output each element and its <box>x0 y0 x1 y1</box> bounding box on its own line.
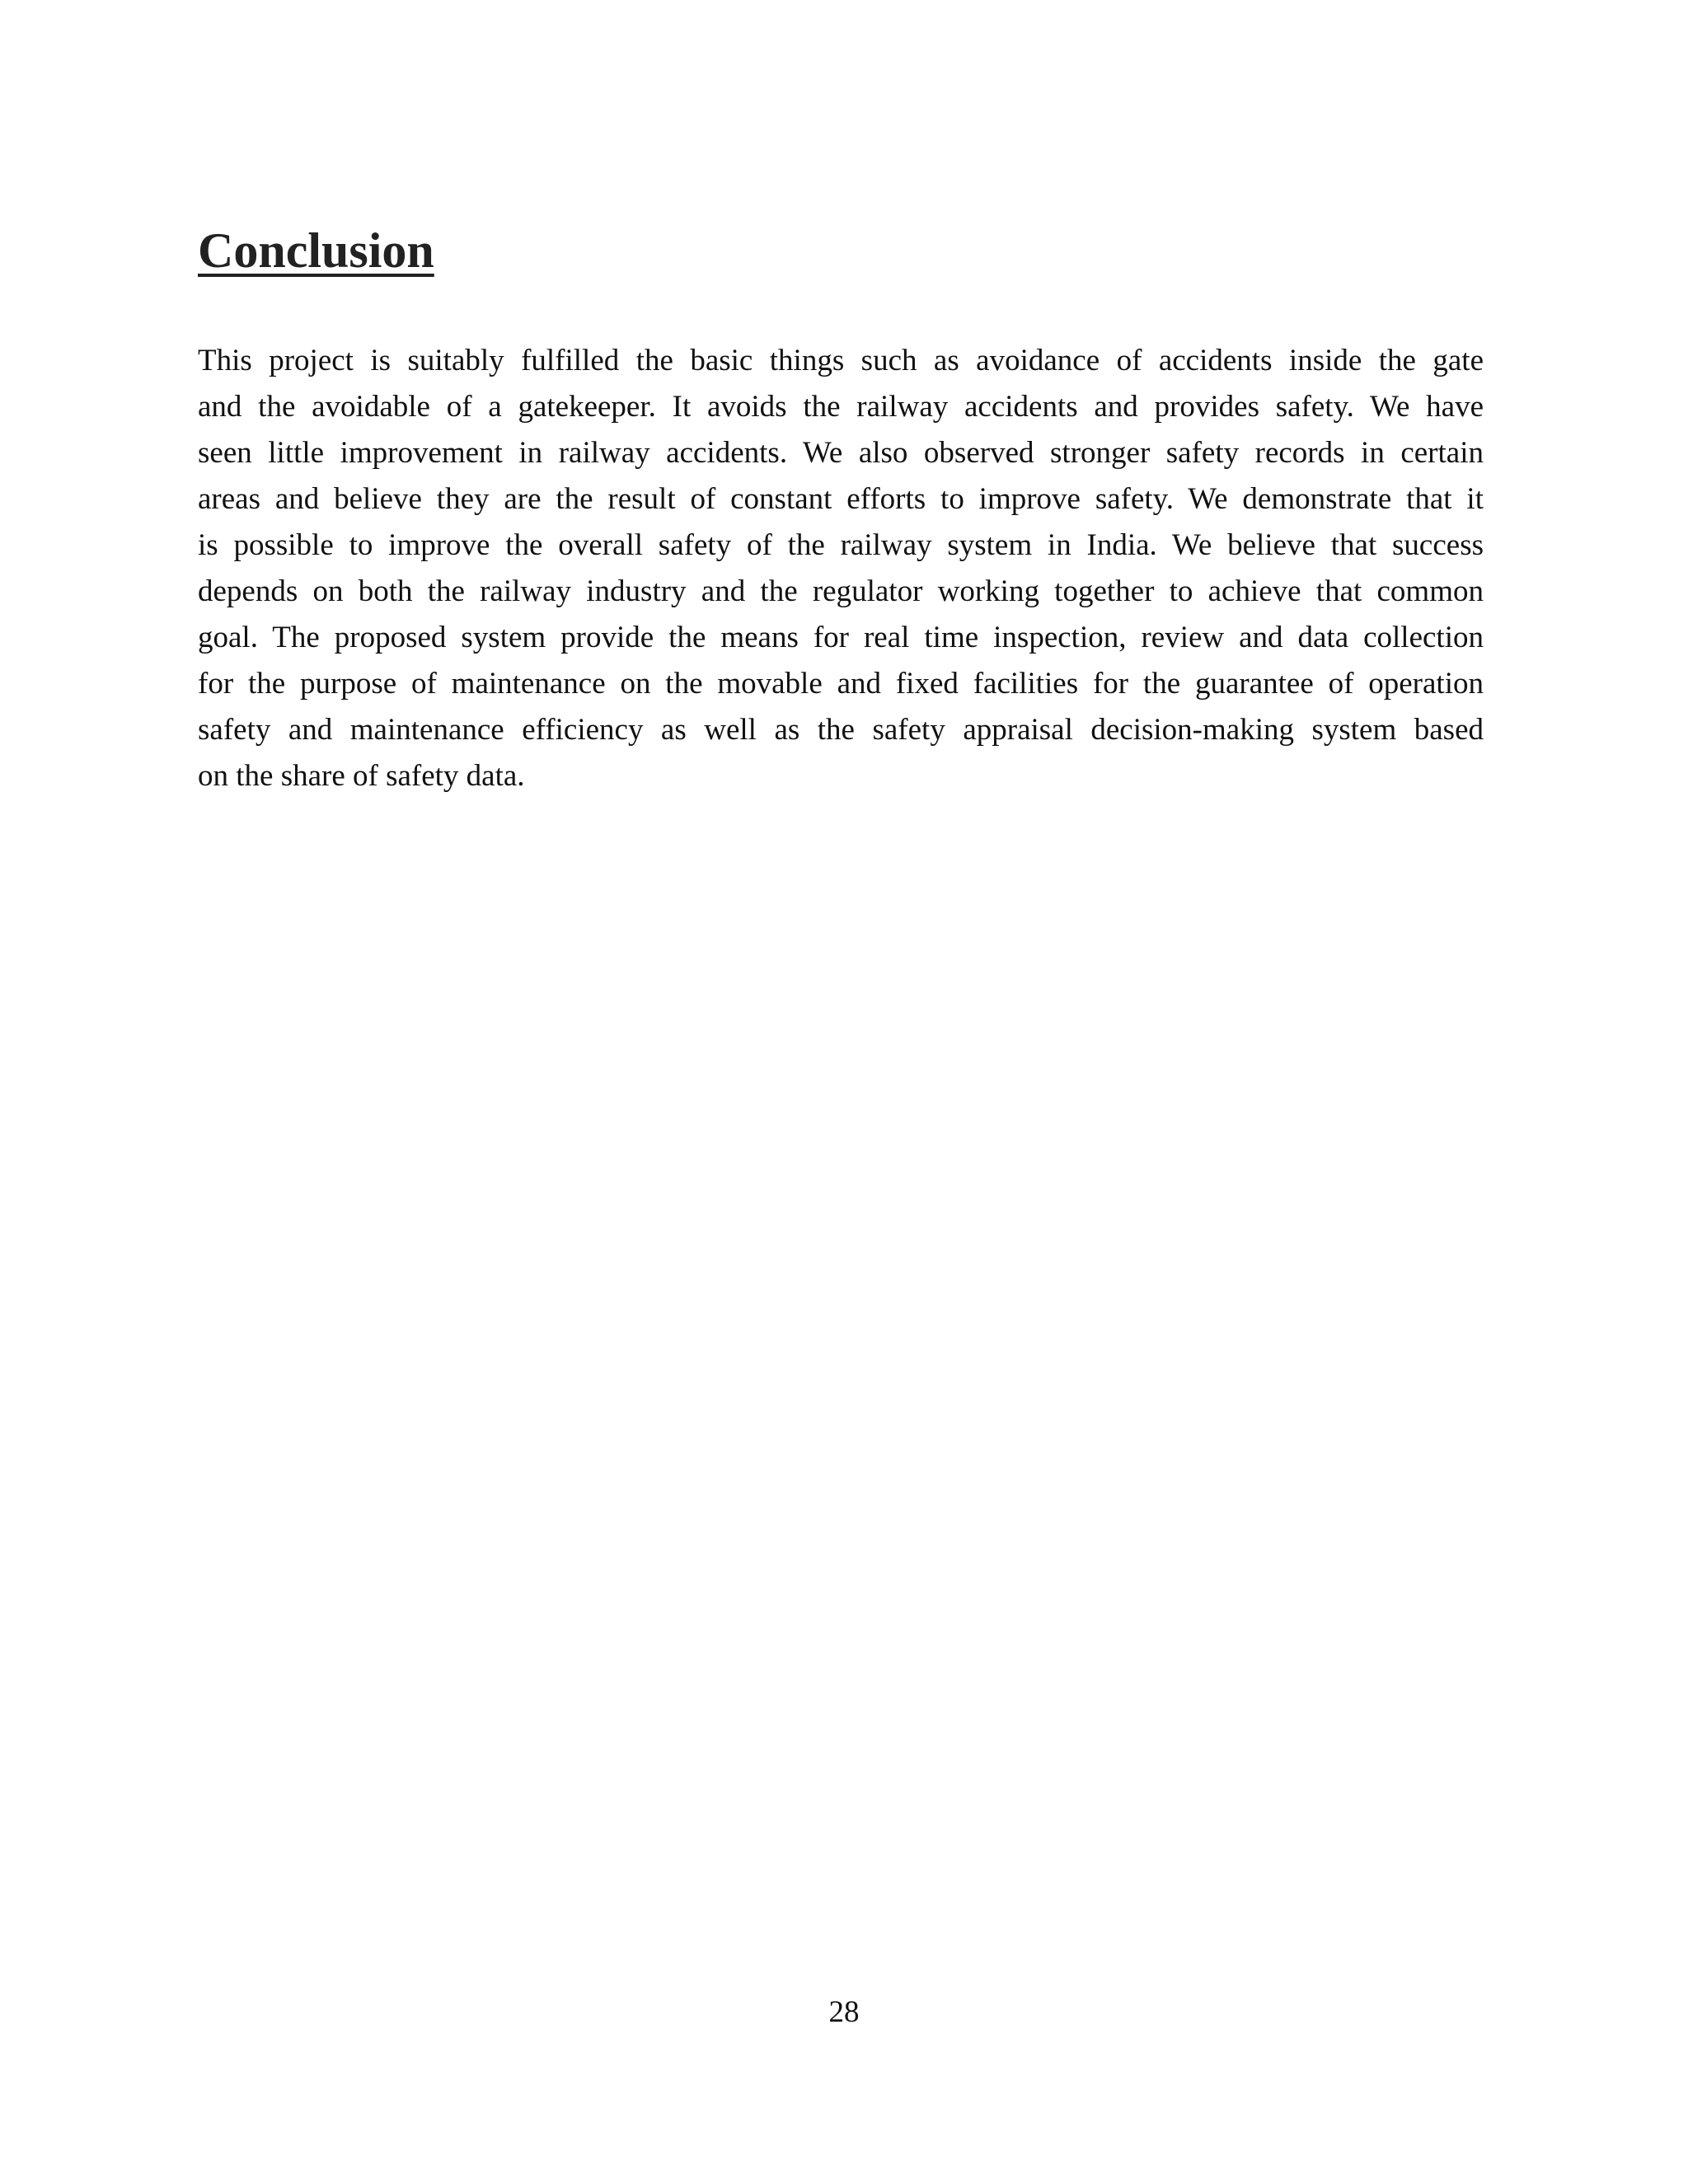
conclusion-paragraph <box>198 338 1484 799</box>
paragraph-line: seen little improvement in railway accidents. We also observed stronger safety records in certain <box>198 436 1484 470</box>
paragraph-line: areas and believe they are the result of constant efforts to improve safety. We demonstrate that it <box>198 482 1484 516</box>
page-title: Conclusion <box>198 223 434 278</box>
paragraph-line: and the avoidable of a gatekeeper. It avoids the railway accidents and provides safety. We have <box>198 390 1484 424</box>
paragraph-line: for the purpose of maintenance on the movable and fixed facilities for the guarantee of operation <box>198 667 1484 701</box>
paragraph-line: depends on both the railway industry and the regulator working together to achieve that common <box>198 574 1484 608</box>
paragraph-line: safety and maintenance efficiency as well as the safety appraisal decision-making system based <box>198 713 1484 747</box>
paragraph-line: goal. The proposed system provide the means for real time inspection, review and data collection <box>198 621 1484 654</box>
paragraph-line: This project is suitably fulfilled the basic things such as avoidance of accidents inside the gate <box>198 344 1484 377</box>
paragraph-line: on the share of safety data. <box>198 759 525 793</box>
page-number: 28 <box>828 1995 860 2029</box>
paragraph-line: is possible to improve the overall safety of the railway system in India. We believe that success <box>198 528 1484 562</box>
